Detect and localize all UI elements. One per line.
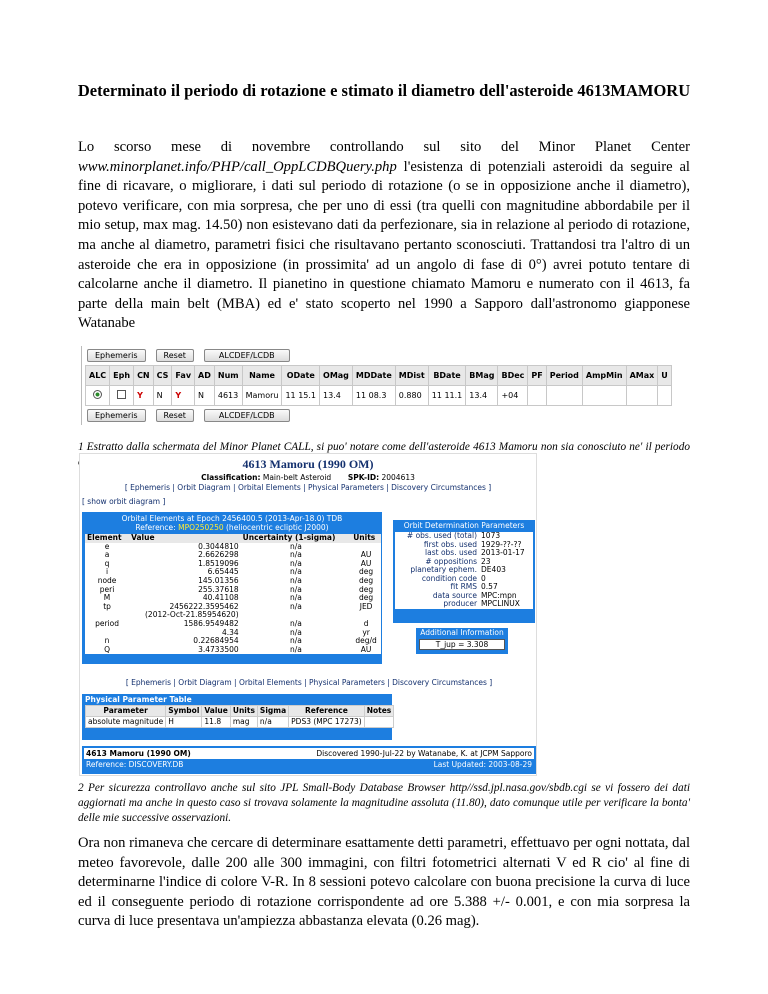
- mpc-cell: [528, 386, 546, 406]
- orbit-cell: 40.41108: [202, 593, 239, 603]
- caption-1: 1 Estratto dalla schermata del Minor Planet CALL, si puo' notare come dell'asteroide 4613 Mamoru non sia conosciuto ne' il periodo: [78, 441, 690, 453]
- odp-row: [395, 600, 533, 609]
- ephemeris-button-bottom[interactable]: Ephemeris: [87, 409, 146, 422]
- mpc-button-row-bottom: [82, 406, 709, 425]
- mpc-col-header: MDist: [395, 366, 428, 386]
- mpc-screenshot: [81, 346, 709, 425]
- orbit-cell: 145.01356: [198, 575, 239, 585]
- phys-cell: H: [166, 717, 202, 728]
- orbit-cell: deg/d: [355, 636, 377, 646]
- mpc-col-header: PF: [528, 366, 546, 386]
- mpc-cell: [582, 386, 626, 406]
- orbit-cell: n/a: [289, 567, 302, 577]
- odp-cell: # obs. used (total): [406, 531, 478, 540]
- orbit-table: [85, 534, 381, 654]
- odp-cell: MPC:mpn: [481, 590, 517, 600]
- orbit-cell: 255.37618: [198, 584, 239, 594]
- phys-table: [85, 705, 394, 728]
- orbital-elements-panel: [82, 512, 382, 664]
- orbit-cell: i: [106, 567, 109, 577]
- orbit-cell: n/a: [289, 627, 302, 637]
- orbit-cell: e: [104, 541, 110, 551]
- mpc-cell: 11 15.1: [282, 386, 320, 406]
- alcdef-button-bottom[interactable]: ALCDEF/LCDB: [204, 409, 290, 422]
- odp-cell: condition code: [421, 573, 478, 583]
- odp-header: Orbit Determination Parameters: [403, 521, 525, 530]
- orbit-cell: deg: [359, 567, 374, 577]
- odp-cell: first obs. used: [423, 539, 478, 549]
- odp-cell: 23: [481, 556, 491, 566]
- phys-cell: [364, 717, 394, 728]
- reset-button[interactable]: Reset: [156, 349, 194, 362]
- phys-col-header: Notes: [364, 706, 394, 717]
- mpc-col-header: Name: [242, 366, 282, 386]
- phys-col-header: Reference: [289, 706, 365, 717]
- mpc-col-header: Num: [214, 366, 242, 386]
- mpc-cell: Y: [134, 386, 154, 406]
- mpc-col-header: Fav: [172, 366, 195, 386]
- orbit-cell: deg: [359, 593, 374, 603]
- phys-col-header: Sigma: [257, 706, 288, 717]
- mpc-cell: 13.4: [466, 386, 498, 406]
- mpc-col-header: AmpMin: [582, 366, 626, 386]
- odp-cell: MPCLINUX: [481, 599, 520, 608]
- page-title: Determinato il periodo di rotazione e stimato il diametro dell'asteroide 4613MAMORU: [77, 81, 691, 100]
- orbit-cell: 1.8519096: [198, 558, 239, 568]
- odp-cell: # oppositions: [425, 556, 478, 566]
- orbit-cell: period: [95, 618, 119, 628]
- mpc-cell: N: [153, 386, 172, 406]
- orbit-cell: M: [103, 593, 111, 603]
- discovery-panel: [82, 746, 536, 774]
- tjup-value: T_jup = 3.308: [419, 639, 505, 650]
- orbit-determination-panel: [393, 520, 535, 623]
- odp-cell: fit RMS: [450, 582, 478, 591]
- mpc-cell: [110, 386, 134, 406]
- phys-cell[interactable]: PDS3 (MPC 17273): [289, 717, 365, 728]
- orbit-reference-link[interactable]: MPO250250: [178, 523, 224, 532]
- orbit-cell: q: [104, 558, 110, 568]
- odp-cell: last obs. used: [425, 548, 478, 557]
- orbit-cell: n/a: [289, 593, 302, 603]
- mpc-cell: N: [195, 386, 215, 406]
- mpc-cell: [626, 386, 658, 406]
- intro-text-1: Lo scorso mese di novembre controllando sul sito del Minor Planet Center: [78, 139, 690, 155]
- orbit-cell: deg: [359, 575, 374, 585]
- orbit-cell: (2012-Oct-21.85954620): [145, 610, 239, 620]
- physical-parameter-panel: [82, 694, 392, 740]
- jpl-title: 4613 Mamoru (1990 OM): [242, 457, 374, 471]
- mpc-cell: Y: [172, 386, 195, 406]
- mpc-col-header: BDate: [428, 366, 466, 386]
- orbit-cell: AU: [360, 644, 372, 654]
- orbit-cell: d: [363, 618, 369, 628]
- odp-cell: data source: [432, 590, 478, 600]
- mpc-col-header: U: [658, 366, 672, 386]
- mpc-cell: 11 11.1: [428, 386, 466, 406]
- jpl-classification: Classification: Main-belt Asteroid SPK-ID: 2004613: [201, 473, 415, 482]
- odp-cell: 1929-??-??: [481, 539, 522, 549]
- mpc-cell: 4613: [214, 386, 242, 406]
- orbit-cell: n/a: [289, 575, 302, 585]
- orbit-cell: n/a: [289, 584, 302, 594]
- caption-2: 2 Per sicurezza controllavo anche sul sito JPL Small-Body Database Browser http//ssd.jpl.nasa.gov/sbdb.cgi se vi fossero dei dati aggiornati ma anche in questo caso si trovava solamente la magnitudine assoluta (11.80), dato comunque utile per verificare la bonta' delle mie successive osservazioni.: [78, 782, 690, 824]
- ephemeris-button[interactable]: Ephemeris: [87, 349, 146, 362]
- mpc-cell: +04: [498, 386, 528, 406]
- phys-col-header: Parameter: [86, 706, 166, 717]
- mpc-col-header: CN: [134, 366, 154, 386]
- orbit-cell: n/a: [289, 618, 302, 628]
- orbit-cell: yr: [362, 627, 370, 637]
- mpc-url: www.minorplanet.info/PHP/call_OppLCDBQuery.php: [78, 158, 397, 175]
- mpc-cell: [546, 386, 582, 406]
- orbit-cell: 0.22684954: [193, 636, 239, 646]
- mpc-cell: 11 08.3: [352, 386, 395, 406]
- jpl-screenshot: [79, 453, 537, 776]
- additional-info-header: Additional Information: [420, 628, 504, 637]
- odp-cell: planetary ephem.: [410, 565, 478, 574]
- orbit-cell: 3.4733500: [198, 644, 239, 654]
- mpc-table: [85, 365, 672, 406]
- phys-data-row: [86, 717, 394, 728]
- orbit-cell: 1586.9549482: [183, 618, 239, 628]
- orbit-cell: deg: [359, 584, 374, 594]
- orbit-col-header: Element: [85, 534, 129, 543]
- orbit-cell: node: [97, 575, 117, 585]
- mpc-col-header: MDDate: [352, 366, 395, 386]
- orbit-cell: n/a: [289, 644, 302, 654]
- orbit-col-header: Value: [129, 534, 241, 543]
- mpc-header-row: [86, 366, 672, 386]
- orbit-row: [85, 646, 381, 655]
- odp-cell: 1073: [481, 531, 501, 540]
- orbit-cell: n/a: [289, 558, 302, 568]
- jpl-nav-links[interactable]: [ Ephemeris | Orbit Diagram | Orbital Elements | Physical Parameters | Discovery Circumstances ]: [124, 483, 492, 492]
- mpc-col-header: ALC: [86, 366, 110, 386]
- reset-button-bottom[interactable]: Reset: [156, 409, 194, 422]
- phys-col-header: Symbol: [166, 706, 202, 717]
- orbit-cell: n/a: [289, 601, 302, 611]
- intro-paragraph: [78, 138, 690, 334]
- orbit-cell: JED: [359, 601, 373, 611]
- additional-info-panel: [416, 628, 508, 654]
- phys-col-header: Units: [230, 706, 257, 717]
- mpc-cell: Mamoru: [242, 386, 282, 406]
- orbit-cell: 2456222.3595462: [169, 601, 239, 611]
- orbit-cell: 6.65445: [207, 567, 239, 577]
- orbit-cell: n/a: [289, 550, 302, 560]
- odp-cell: 2013-01-17: [481, 548, 525, 557]
- show-orbit-link[interactable]: [ show orbit diagram ]: [82, 497, 166, 506]
- discovery-ref-row: Reference: DISCOVERY.DB Last Updated: 2003-08-29: [86, 760, 532, 769]
- mpc-col-header: Eph: [110, 366, 134, 386]
- mpc-col-header: AMax: [626, 366, 658, 386]
- alcdef-button[interactable]: ALCDEF/LCDB: [204, 349, 290, 362]
- orbit-col-header: Units: [351, 534, 381, 543]
- orbit-cell: n/a: [289, 541, 302, 551]
- alc-radio[interactable]: [93, 390, 102, 399]
- odp-cell: 0.57: [481, 582, 498, 591]
- mpc-button-row-top: [82, 346, 709, 365]
- orbit-cell: tp: [103, 601, 111, 611]
- orbit-cell: 0.3044810: [198, 541, 239, 551]
- phys-cell: mag: [230, 717, 257, 728]
- mpc-col-header: BDec: [498, 366, 528, 386]
- orbit-cell: 2.6626298: [198, 550, 239, 560]
- orbit-header: Orbital Elements at Epoch 2456400.5 (2013-Apr-18.0) TDB Reference: MPO250250 (heliocentric ecliptic J2000): [121, 514, 343, 532]
- odp-table: [395, 532, 533, 609]
- phys-col-header: Value: [202, 706, 230, 717]
- mpc-col-header: ODate: [282, 366, 320, 386]
- odp-cell: producer: [443, 599, 478, 608]
- mpc-cell: [86, 386, 110, 406]
- second-paragraph: Ora non rimaneva che cercare di determinare esattamente detti parametri, effettuavo per ogni nottata, dal meteo favorevole, dalle 200 alle 300 immagini, con filtri fotometrici alternati V ed R cio' al fine di determinarne l'indice di colore V-R. In 8 sessioni potevo calcolare con buona precisione la curva di luce ed il conseguente periodo di rotazione corrispondente ad ore 5.388 +/- 0.001, e con mia sorpresa la curva di luce presentava un'ampiezza abbastanza elevata (0.26 mag).: [78, 835, 690, 930]
- mpc-col-header: AD: [195, 366, 215, 386]
- odp-cell: 0: [481, 573, 486, 583]
- mpc-cell: [658, 386, 672, 406]
- orbit-cell: n/a: [289, 636, 302, 646]
- orbit-cell: Q: [104, 644, 110, 654]
- odp-cell: DE403: [481, 565, 506, 574]
- jpl-nav-links-2[interactable]: [ Ephemeris | Orbit Diagram | Orbital Elements | Physical Parameters | Discovery Circumstances ]: [125, 678, 493, 687]
- phys-header: Physical Parameter Table: [85, 695, 192, 704]
- orbit-cell: a: [104, 550, 110, 560]
- phys-header-row: [86, 706, 394, 717]
- phys-cell: 11.8: [202, 717, 230, 728]
- mpc-col-header: Period: [546, 366, 582, 386]
- orbit-cell: peri: [99, 584, 115, 594]
- mpc-cell: 0.880: [395, 386, 428, 406]
- intro-text-2: l'esistenza di potenziali asteroidi da seguire al fine di ricavare, o migliorare, i dati sul periodo di rotazione (o se in opposizione anche il diametro), potevo verificare, con mia sorpresa, che per uno di essi (tra quelli con magnitudine abbordabile per il mio setup, max mag. 14.50) non esistevano dati da perfezionare, sia in relazione al periodo di rotazione, ma anche al diametro, parametri fisici che risultavano pertanto sconosciuti. Trattandosi tra l'altro di un asteroide che era in opposizione (in prossimita' ad un angolo di fase di 0°) avrei potuto tentare di calcolarne anche il diametro. Il pianetino in questione chiamato Mamoru e numerato con il 4613, fa parte della main belt (MBA) ed e' stato scoperto nel 1990 a Sapporo dall'astronomo giapponese Watanabe: [78, 158, 690, 332]
- phys-cell: absolute magnitude: [86, 717, 166, 728]
- eph-checkbox[interactable]: [117, 390, 126, 399]
- mpc-cell: 13.4: [320, 386, 353, 406]
- orbit-cell: 4.34: [221, 627, 239, 637]
- phys-cell: n/a: [257, 717, 288, 728]
- mpc-col-header: CS: [153, 366, 172, 386]
- mpc-data-row: [86, 386, 672, 406]
- discovery-row: 4613 Mamoru (1990 OM) Discovered 1990-Jul-22 by Watanabe, K. at JCPM Sapporo: [86, 749, 532, 758]
- orbit-cell: n: [104, 636, 110, 646]
- orbit-cell: AU: [360, 550, 372, 560]
- orbit-col-header: Uncertainty (1-sigma): [241, 534, 352, 543]
- mpc-col-header: BMag: [466, 366, 498, 386]
- orbit-cell: AU: [360, 558, 372, 568]
- mpc-col-header: OMag: [320, 366, 353, 386]
